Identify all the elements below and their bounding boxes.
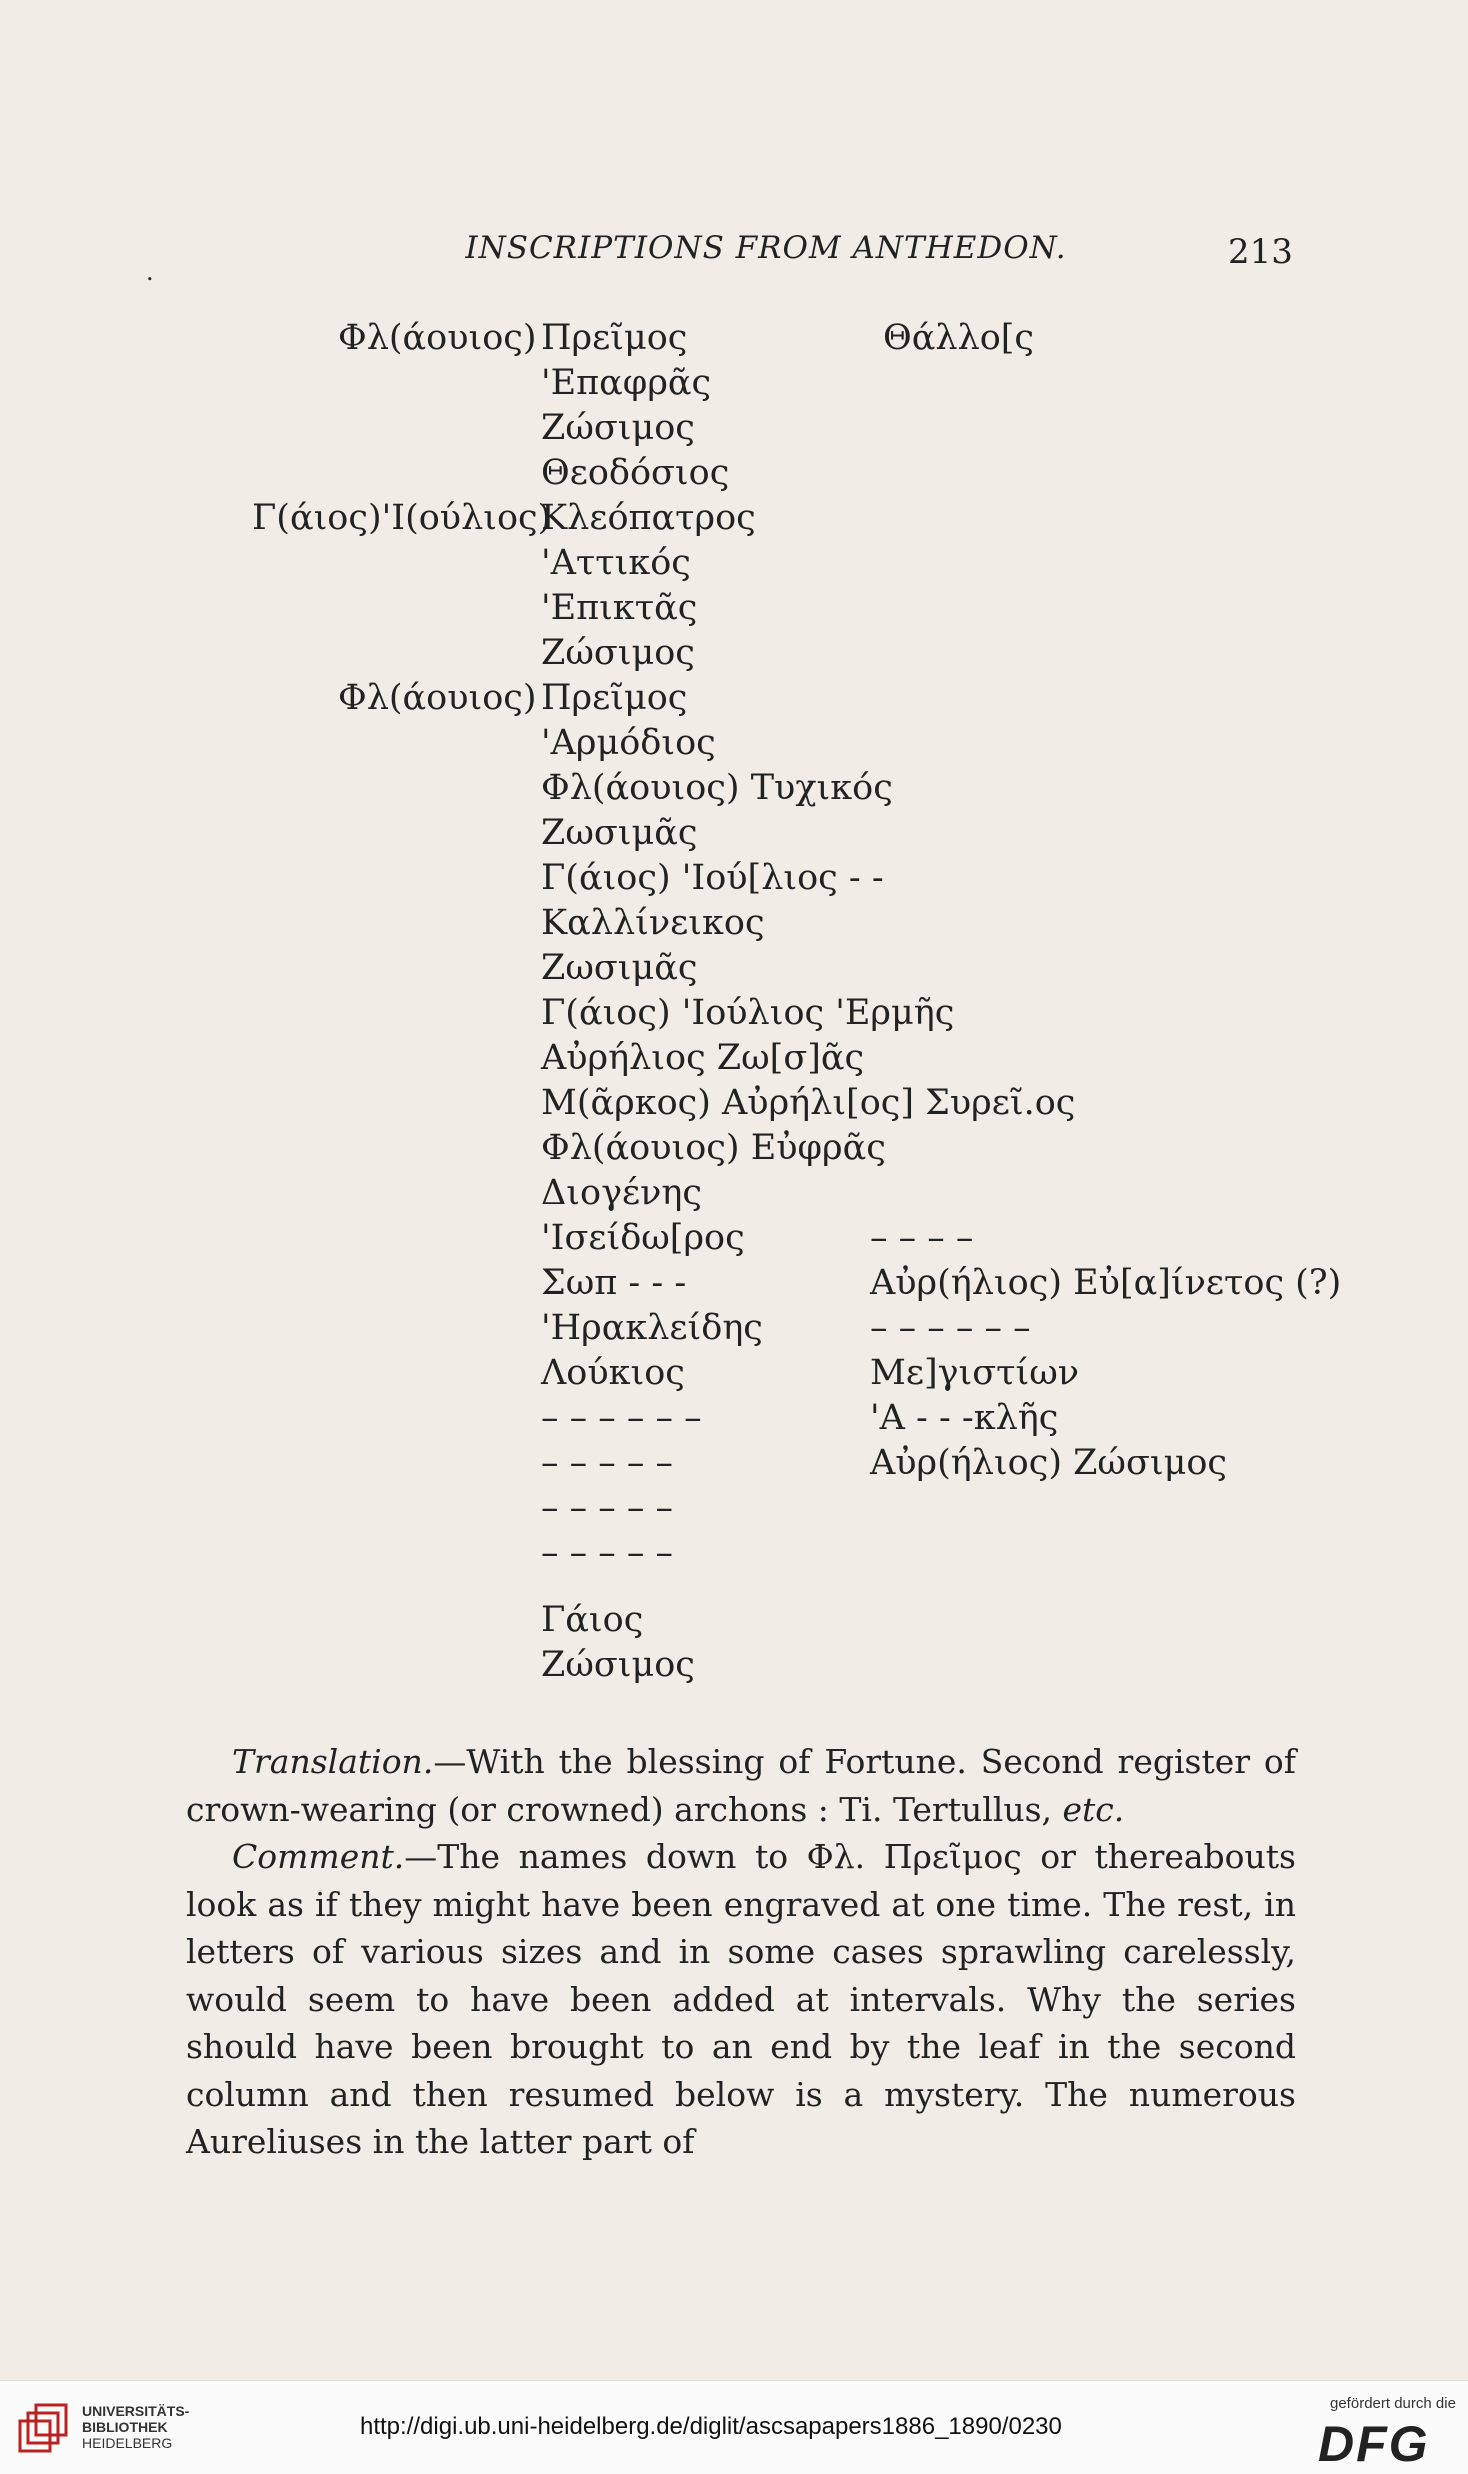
page-number: 213 (1228, 232, 1293, 272)
inscription-right: 'Α - - -κλῆς (870, 1398, 1059, 1438)
inscription-line: 'Αττικός (541, 543, 691, 583)
dfg-logo: DFG (1318, 2416, 1430, 2472)
inscription-line: 'Επαφρᾶς (541, 363, 712, 403)
viewer-footer (0, 2380, 1468, 2474)
inscription-line: Ζώσιμος (541, 1645, 695, 1685)
inscription-line: Φλ(άουιος) Εὐφρᾶς (541, 1128, 886, 1168)
inscription-line: Γ(άιος) 'Ιούλιος 'Ερμῆς (541, 993, 955, 1033)
inscription-line: – – – – – – (541, 1398, 702, 1438)
comment-label: Comment. (232, 1837, 405, 1876)
inscription-line: Καλλίνεικος (541, 903, 765, 943)
inscription-right: Αὐρ(ήλιος) Ζώσιμος (870, 1443, 1228, 1483)
comment-text: —The names down to Φλ. Πρεῖμος or thereabouts look as if they might have been engraved at one time. The rest, in letters of various sizes and in some cases sprawling carelessly, would seem to have been added at intervals. Why the series should have been brought to an end by the leaf in the second column and then resumed below is a mystery. The numerous Aureliuses in the latter part of (186, 1837, 1296, 2161)
inscription-line: – – – – – (541, 1533, 674, 1573)
inscription-line: 'Ισείδω[ρος (541, 1218, 745, 1258)
library-logo-icon (18, 2401, 73, 2456)
inscription-line: 'Αρμόδιος (541, 723, 716, 763)
inscription-line: Σωπ - - - (541, 1263, 687, 1303)
inscription-line: Ζωσιμᾶς (541, 813, 698, 853)
translation-text: —With the blessing of Fortune. Second register of crown-wearing (or crowned) archons : Ti. Tertullus, (186, 1742, 1296, 1829)
inscription-line: – – – – – (541, 1488, 674, 1528)
library-name: UNIVERSITÄTS- BIBLIOTHEK HEIDELBERG (82, 2403, 190, 2451)
inscription-left: Φλ(άουιος) (338, 318, 537, 358)
inscription-line: Φλ(άουιος) Τυχικός (541, 768, 893, 808)
inscription-line: Ζώσιμος (541, 408, 695, 448)
inscription-right: – – – – (870, 1218, 974, 1258)
inscription-line: Πρεῖμος (541, 318, 688, 358)
running-header: INSCRIPTIONS FROM ANTHEDON. (465, 230, 1067, 266)
translation-label: Translation. (232, 1742, 434, 1781)
inscription-left: Γ(άιος)'Ι(ούλιος) (252, 498, 552, 538)
inscription-line: Ζώσιμος (541, 633, 695, 673)
translation-etc: etc. (1062, 1789, 1125, 1829)
inscription-line: Θεοδόσιος (541, 453, 730, 493)
inscription-line: Γάιος (541, 1600, 644, 1640)
inscription-line: – – – – – (541, 1443, 674, 1483)
inscription-left: Φλ(άουιος) (338, 678, 537, 718)
translation-paragraph (186, 1738, 1296, 1833)
permalink-url[interactable]: http://digi.ub.uni-heidelberg.de/diglit/ascsapapers1886_1890/0230 (360, 2413, 1062, 2440)
funding-label: gefördert durch die (1330, 2395, 1456, 2412)
comment-paragraph (186, 1833, 1296, 2166)
inscription-right: – – – – – – (870, 1308, 1031, 1348)
inscription-line: 'Ηρακλείδης (541, 1308, 763, 1348)
inscription-line: Μ(ᾶρκος) Αὐρήλι[ος] Συρεῖ.ος (541, 1083, 1076, 1123)
header-mark: . (146, 258, 154, 286)
inscription-right: Αὐρ(ήλιος) Εὐ[α]ίνετος (?) (870, 1263, 1342, 1303)
inscription-line: Κλεόπατρος (541, 498, 756, 538)
inscription-line: Πρεῖμος (541, 678, 688, 718)
inscription-right: Θάλλο[ς (883, 318, 1035, 358)
inscription-line: Αὐρήλιος Ζω[σ]ᾶς (541, 1038, 865, 1078)
inscription-right: Με]γιστίων (870, 1353, 1080, 1393)
inscription-line: Διογένης (541, 1173, 702, 1213)
inscription-line: Γ(άιος) 'Ιού[λιος - - (541, 858, 884, 898)
inscription-line: Λούκιος (541, 1353, 685, 1393)
inscription-line: 'Επικτᾶς (541, 588, 698, 628)
inscription-line: Ζωσιμᾶς (541, 948, 698, 988)
